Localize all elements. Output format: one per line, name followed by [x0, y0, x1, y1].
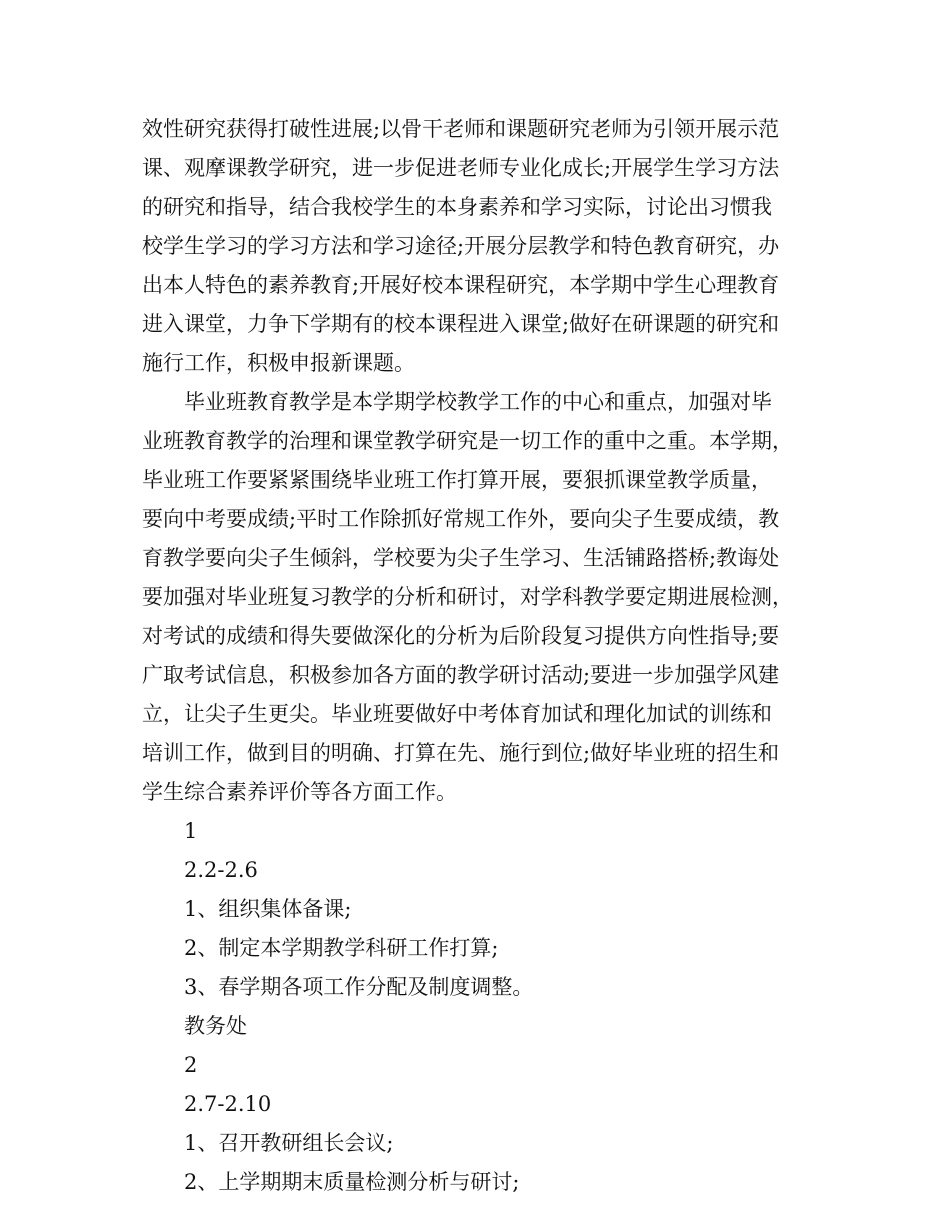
paragraph-line: 广取考试信息，积极参加各方面的教学研讨活动;要进一步加强学风建	[142, 663, 780, 687]
paragraph-line: 课、观摩课教学研究，进一步促进老师专业化成长;开展学生学习方法	[142, 156, 780, 180]
schedule-dates: 2.7-2.10	[184, 1092, 272, 1116]
paragraph-line: 立，让尖子生更尖。毕业班要做好中考体育加试和理化加试的训练和	[142, 702, 772, 726]
paragraph-line: 业班教育教学的治理和课堂教学研究是一切工作的重中之重。本学期，	[142, 429, 793, 453]
schedule-dates: 2.2-2.6	[184, 858, 258, 882]
paragraph-line: 进入课堂，力争下学期有的校本课程进入课堂;做好在研课题的研究和	[142, 312, 780, 336]
paragraph-line: 毕业班工作要紧紧围绕毕业班工作打算开展，要狠抓课堂教学质量，	[142, 468, 772, 492]
paragraph-line: 培训工作，做到目的明确、打算在先、施行到位;做好毕业班的招生和	[142, 741, 780, 765]
paragraph-line: 对考试的成绩和得失要做深化的分析为后阶段复习提供方向性指导;要	[142, 624, 780, 648]
paragraph-line: 施行工作，积极申报新课题。	[142, 351, 415, 375]
paragraph-line: 要向中考要成绩;平时工作除抓好常规工作外，要向尖子生要成绩，教	[142, 507, 780, 531]
paragraph-line: 的研究和指导，结合我校学生的本身素养和学习实际，讨论出习惯我	[142, 195, 772, 219]
schedule-number: 1	[184, 819, 198, 843]
paragraph-line: 学生综合素养评价等各方面工作。	[142, 780, 457, 804]
schedule-task: 2、制定本学期教学科研工作打算;	[184, 936, 499, 960]
paragraph-line: 校学生学习的学习方法和学习途径;开展分层教学和特色教育研究，办	[142, 234, 780, 258]
schedule-task: 1、组织集体备课;	[184, 897, 352, 921]
schedule-owner: 教务处	[184, 1014, 247, 1038]
paragraph-line: 毕业班教育教学是本学期学校教学工作的中心和重点，加强对毕	[184, 390, 772, 414]
schedule-task: 3、春学期各项工作分配及制度调整。	[184, 975, 534, 999]
schedule-task: 1、召开教研组长会议;	[184, 1131, 394, 1155]
paragraph-line: 育教学要向尖子生倾斜，学校要为尖子生学习、生活铺路搭桥;教诲处	[142, 546, 780, 570]
paragraph-line: 要加强对毕业班复习教学的分析和研讨，对学科教学要定期进展检测，	[142, 585, 793, 609]
schedule-task: 2、上学期期末质量检测分析与研讨;	[184, 1170, 520, 1194]
paragraph-line: 出本人特色的素养教育;开展好校本课程研究，本学期中学生心理教育	[142, 273, 780, 297]
schedule-number: 2	[184, 1053, 198, 1077]
paragraph-line: 效性研究获得打破性进展;以骨干老师和课题研究老师为引领开展示范	[142, 117, 780, 141]
